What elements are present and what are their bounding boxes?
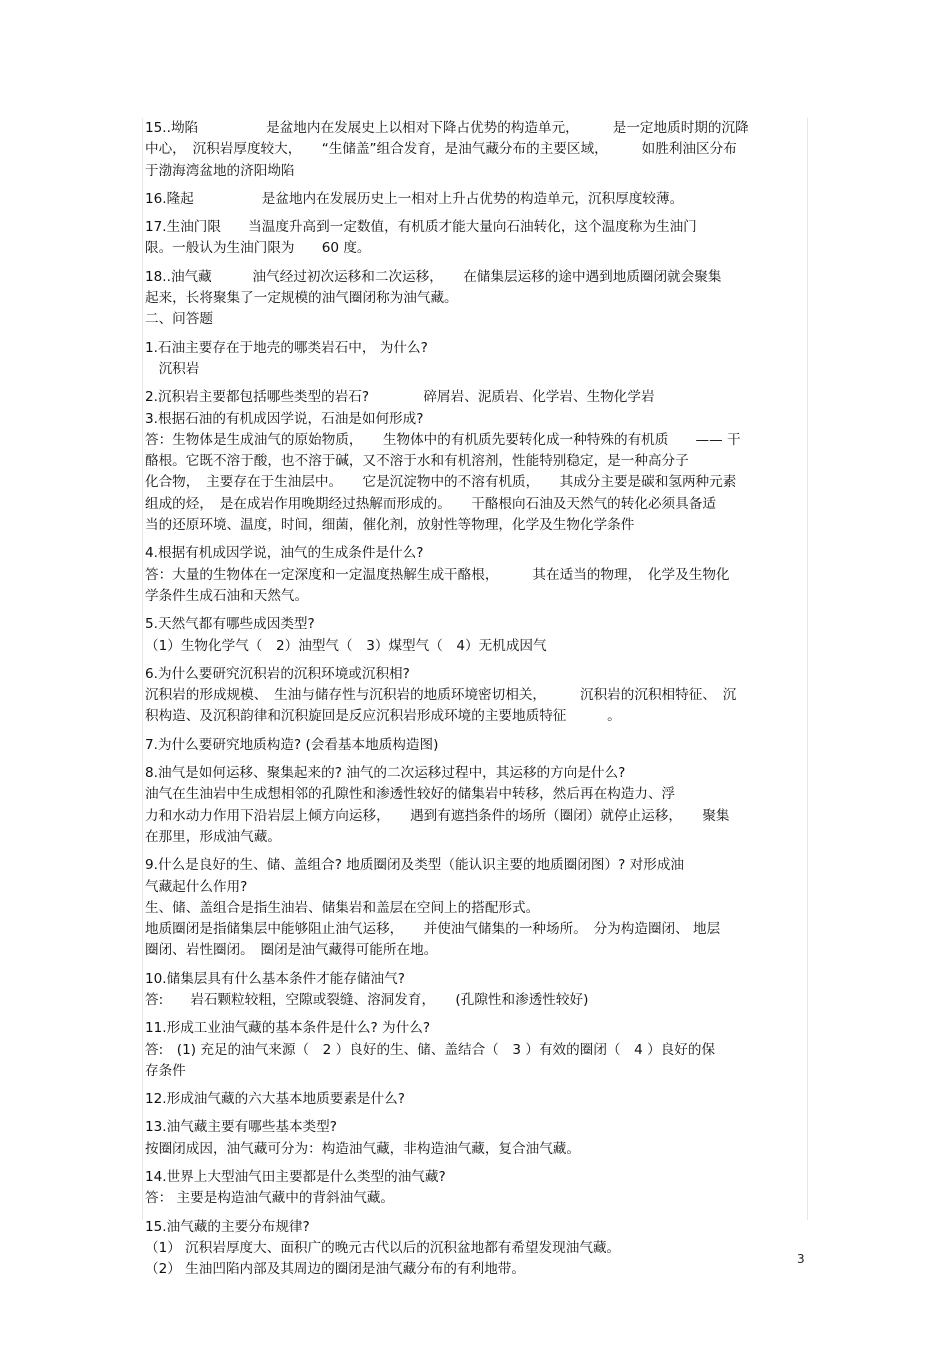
text-block — [145, 189, 805, 210]
text-line: 16.隆起 是盆地内在发展历史上一相对上升占优势的构造单元，沉积厚度较薄。 — [145, 190, 684, 207]
text-line: 力和水动力作用下沿岩层上倾方向运移， 遇到有遮挡条件的场所（圈闭）就停止运移， 聚集 — [145, 807, 730, 824]
text-line: 生、储、盖组合是指生油岩、储集岩和盖层在空间上的搭配形式。 — [145, 899, 540, 916]
text-block — [145, 614, 805, 657]
text-line: 气藏起什么作用? — [145, 878, 248, 895]
text-line: 11.形成工业油气藏的基本条件是什么? 为什么? — [145, 1020, 431, 1037]
text-block — [145, 543, 805, 607]
text-line: 存条件 — [145, 1062, 186, 1079]
text-line: 10.储集层具有什么基本条件才能存储油气? — [145, 970, 405, 987]
text-line: 沉积岩 — [145, 360, 200, 377]
text-line: 5.天然气都有哪些成因类型? — [145, 616, 315, 633]
text-line: （1）生物化学气（ 2）油型气（ 3）煤型气（ 4）无机成因气 — [145, 637, 547, 654]
text-line: 沉积岩的形成规模、 生油与储存性与沉积岩的地质环境密切相关， 沉积岩的沉积相特征、 沉 — [145, 687, 737, 704]
text-line: 学条件生成石油和天然气。 — [145, 587, 309, 604]
text-line: 14.世界上大型油气田主要都是什么类型的油气藏? — [145, 1169, 446, 1186]
text-line: 3.根据石油的有机成因学说，石油是如何形成? — [145, 410, 424, 427]
text-block — [145, 735, 805, 756]
text-block — [145, 387, 805, 536]
text-block — [145, 1217, 805, 1281]
text-block — [145, 1089, 805, 1110]
text-line: 答：大量的生物体在一定深度和一定温度热解生成干酪根， 其在适当的物理， 化学及生物化 — [145, 566, 730, 583]
text-block — [145, 1167, 805, 1210]
text-line: 12.形成油气藏的六大基本地质要素是什么? — [145, 1091, 405, 1108]
text-block — [145, 1018, 805, 1082]
text-line: 当的还原环境、温度，时间，细菌，催化剂，放射性等物理，化学及生物化学条件 — [145, 517, 635, 534]
text-line: 1.石油主要存在于地壳的哪类岩石中， 为什么? — [145, 339, 428, 356]
text-line: 于渤海湾盆地的济阳坳陷 — [145, 162, 295, 179]
text-line: 15.油气藏的主要分布规律? — [145, 1218, 310, 1235]
text-block — [145, 664, 805, 728]
text-line: 答: (1) 充足的油气来源（ 2 ）良好的生、储、盖结合（ 3 ）有效的圈闭（ 4 ）良好的保 — [145, 1041, 716, 1058]
text-line: 按圈闭成因，油气藏可分为：构造油气藏，非构造油气藏，复合油气藏。 — [145, 1140, 580, 1157]
text-block — [145, 855, 805, 961]
text-line: 8.油气是如何运移、聚集起来的? 油气的二次运移过程中，其运移的方向是什么? — [145, 765, 626, 782]
text-block — [145, 969, 805, 1012]
text-line: 组成的烃， 是在成岩作用晚期经过热解而形成的。 干酪根向石油及天然气的转化必须具备适 — [145, 495, 716, 512]
text-line: 油气在生油岩中生成想相邻的孔隙性和渗透性较好的储集岩中转移，然后再在构造力、浮 — [145, 786, 676, 803]
text-block — [145, 1117, 805, 1160]
text-line: 起来，长将聚集了一定规模的油气圈闭称为油气藏。 — [145, 290, 458, 307]
text-line: 7.为什么要研究地质构造? (会看基本地质构造图) — [145, 736, 439, 753]
text-line: 2.沉积岩主要都包括哪些类型的岩石? 碎屑岩、泥质岩、化学岩、生物化学岩 — [145, 389, 655, 406]
text-line: 在那里，形成油气藏。 — [145, 828, 281, 845]
text-line: 9.什么是良好的生、储、盖组合? 地质圈闭及类型（能认识主要的地质圈闭图）? 对形成油 — [145, 857, 685, 874]
text-line: 二、问答题 — [145, 311, 213, 328]
text-line: （2） 生油凹陷内部及其周边的圈闭是油气藏分布的有利地带。 — [145, 1261, 525, 1278]
text-line: 化合物， 主要存在于生油层中。 它是沉淀物中的不溶有机质， 其成分主要是碳和氢两种元素 — [145, 474, 737, 491]
text-line: 15..坳陷 是盆地内在发展史上以相对下降占优势的构造单元， 是一定地质时期的沉降 — [145, 120, 749, 136]
text-line: 地质圈闭是指储集层中能够阻止油气运移， 并使油气储集的一种场所。 分为构造圈闭、 地层 — [145, 921, 721, 938]
text-line: 4.根据有机成因学说，油气的生成条件是什么? — [145, 545, 424, 562]
text-line: 酪根。它既不溶于酸，也不溶于碱，又不溶于水和有机溶剂，性能特别稳定，是一种高分子 — [145, 453, 689, 470]
text-line: 中心， 沉积岩厚度较大， “生储盖”组合发育，是油气藏分布的主要区域， 如胜利油区分布 — [145, 141, 737, 158]
text-block — [145, 118, 805, 182]
text-line: 18..油气藏 油气经过初次运移和二次运移， 在储集层运移的途中遇到地质圈闭就会聚集 — [145, 268, 722, 285]
text-line: 圈闭、岩性圈闭。 圈闭是油气藏得可能所在地。 — [145, 942, 438, 959]
text-block — [145, 267, 805, 331]
text-line: 答: 岩石颗粒较粗，空隙或裂缝、溶洞发育， (孔隙性和渗透性较好) — [145, 991, 589, 1008]
text-block — [145, 338, 805, 381]
page-number: 3 — [797, 1252, 805, 1266]
text-line: 积构造、及沉积韵律和沉积旋回是反应沉积岩形成环境的主要地质特征 。 — [145, 708, 621, 725]
document-body — [145, 118, 805, 1288]
text-line: 限。一般认为生油门限为 60 度。 — [145, 240, 371, 257]
text-block — [145, 217, 805, 260]
text-block — [145, 763, 805, 848]
text-line: 17.生油门限 当温度升高到一定数值，有机质才能大量向石油转化，这个温度称为生油门 — [145, 219, 697, 236]
text-line: （1） 沉积岩厚度大、面积广的晚元古代以后的沉积盆地都有希望发现油气藏。 — [145, 1239, 621, 1256]
text-line: 13.油气藏主要有哪些基本类型? — [145, 1119, 337, 1136]
text-line: 6.为什么要研究沉积岩的沉积环境或沉积相? — [145, 665, 410, 682]
text-line: 答： 主要是构造油气藏中的背斜油气藏。 — [145, 1190, 395, 1207]
text-line: 答：生物体是生成油气的原始物质， 生物体中的有机质先要转化成一种特殊的有机质 —— 干 — [145, 431, 741, 448]
